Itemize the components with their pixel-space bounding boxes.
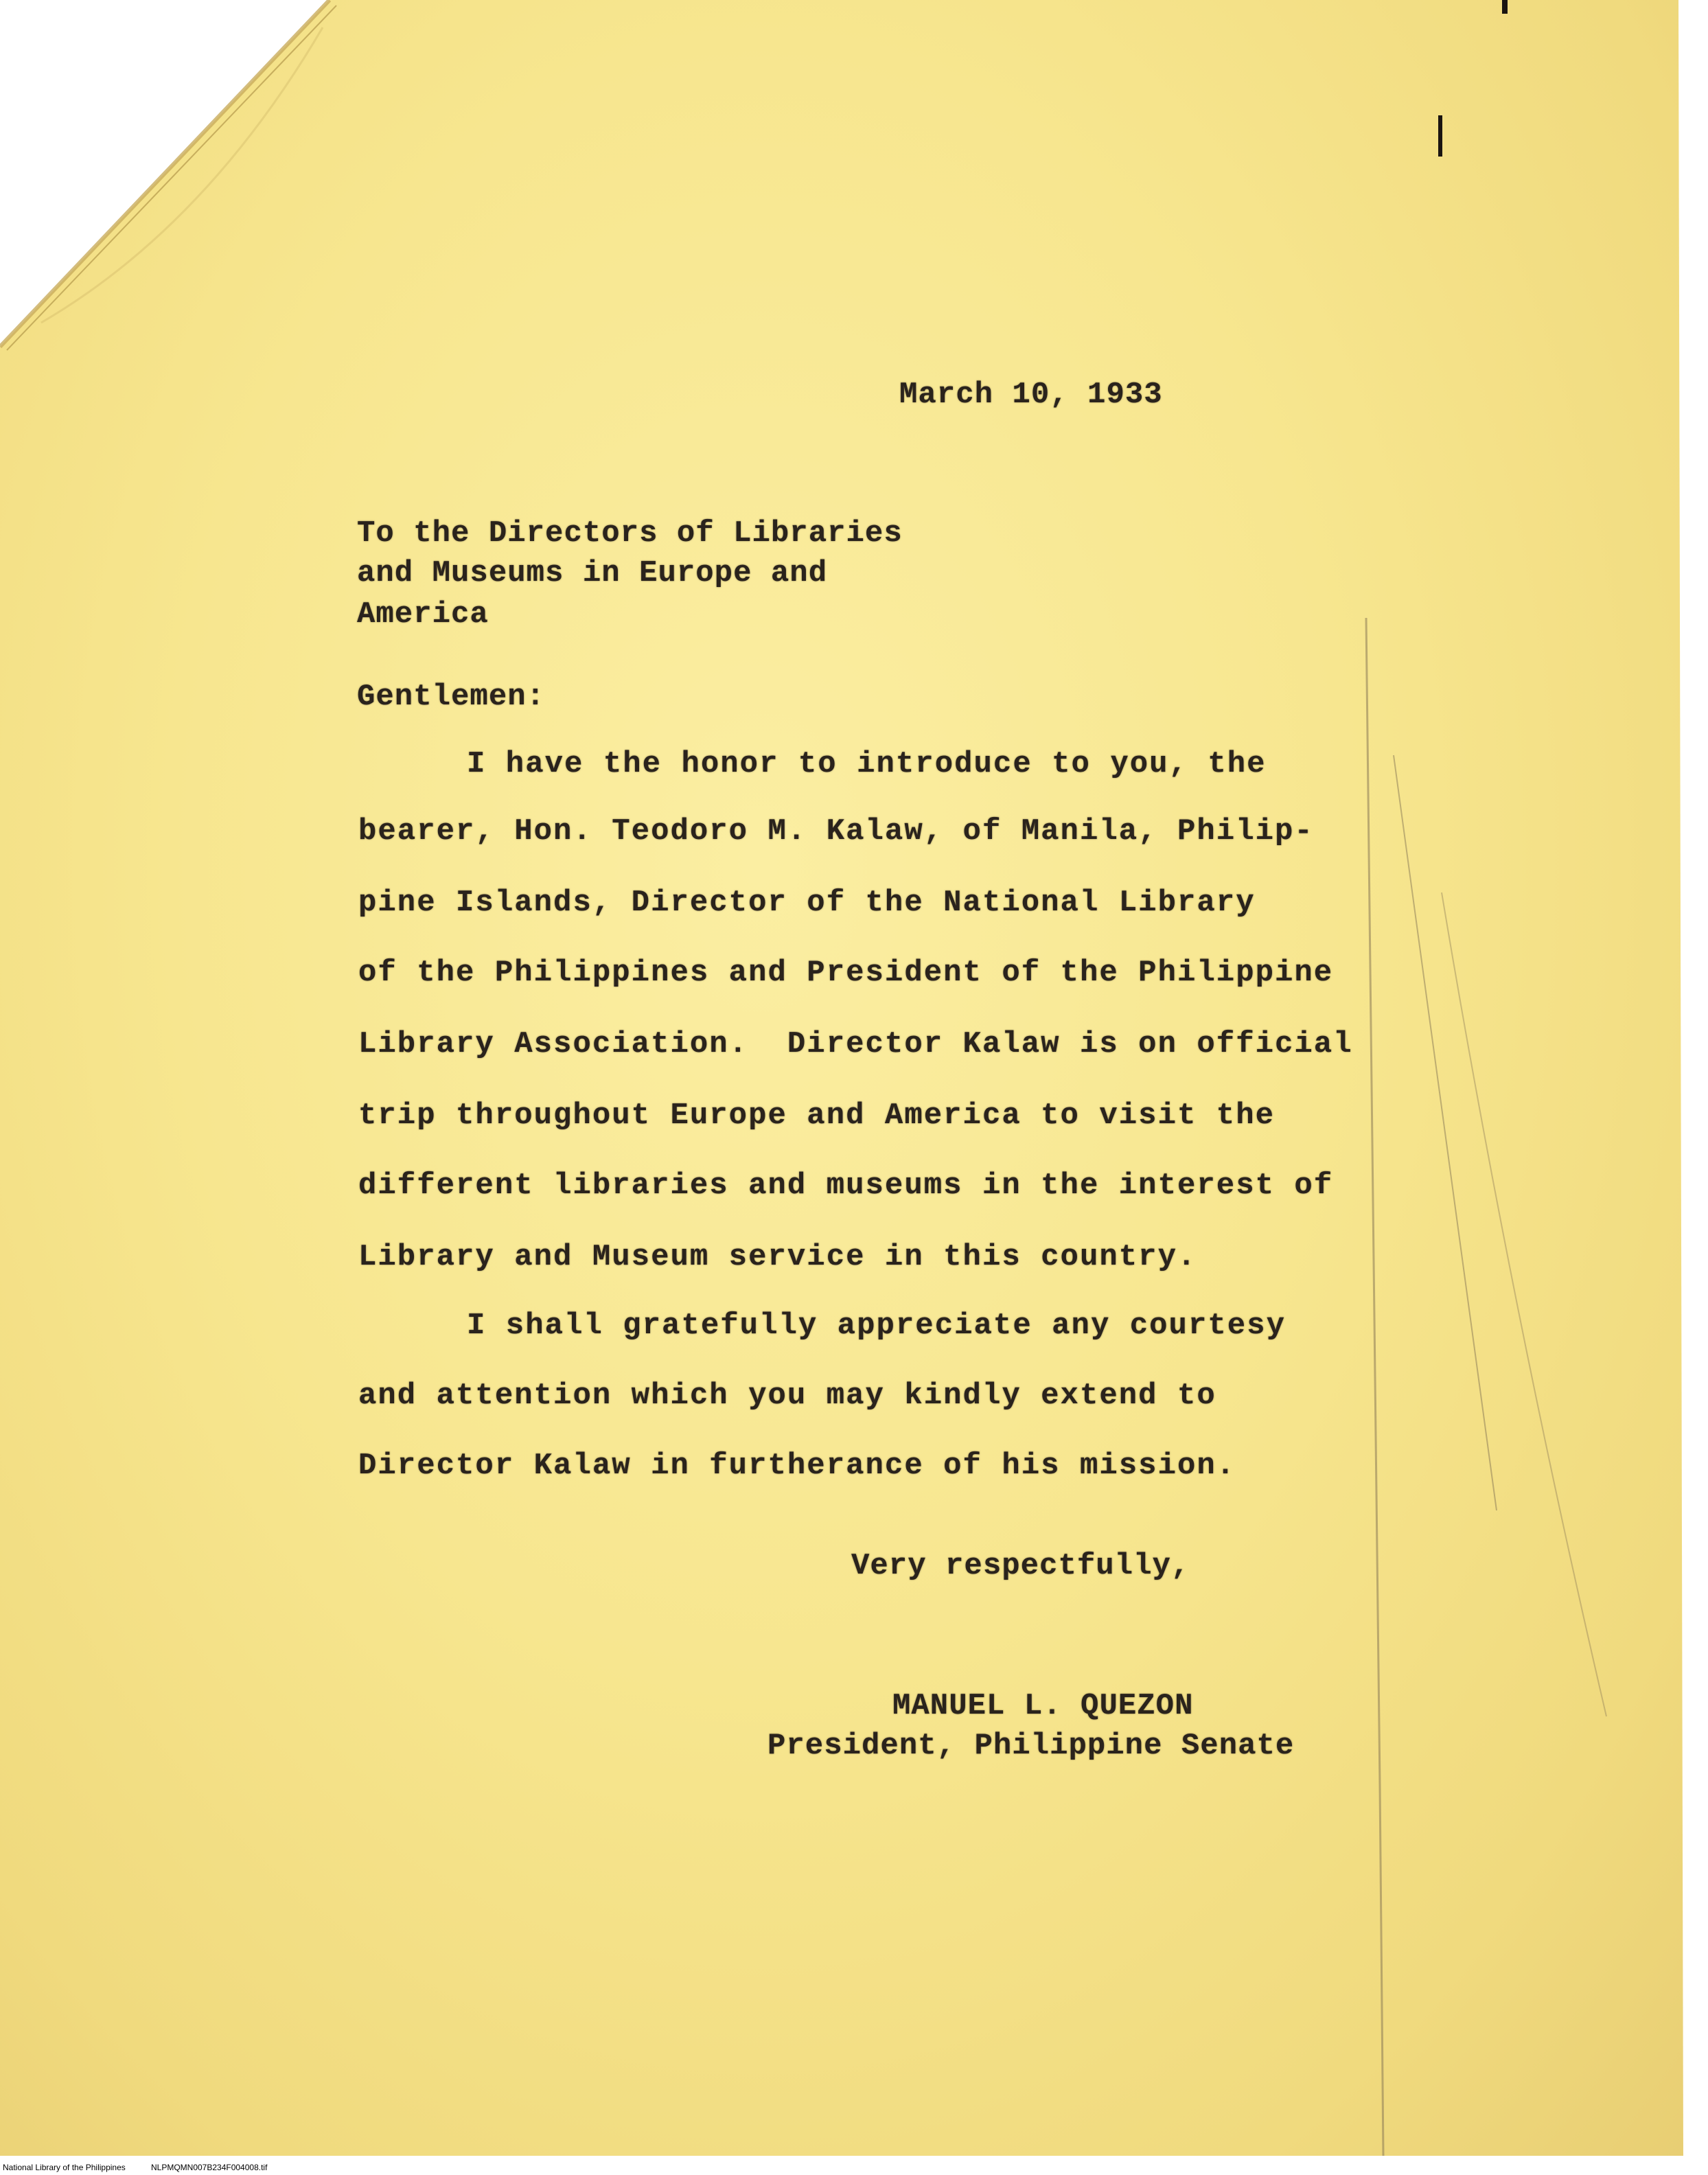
signer-title: President, Philippine Senate <box>768 1729 1295 1763</box>
body-line: different libraries and museums in the interest of <box>358 1169 1334 1203</box>
letter-date: March 10, 1933 <box>899 378 1163 412</box>
body-line: pine Islands, Director of the National Library <box>358 886 1256 920</box>
addressee-line: and Museums in Europe and <box>357 556 828 590</box>
body-line: Library Association. Director Kalaw is on official <box>358 1027 1353 1061</box>
salutation: Gentlemen: <box>357 680 546 714</box>
body-line: Director Kalaw in furtherance of his mission. <box>358 1449 1236 1483</box>
closing: Very respectfully, <box>851 1549 1190 1583</box>
body-line: I have the honor to introduce to you, the <box>467 747 1267 781</box>
body-line: trip throughout Europe and America to visit the <box>358 1098 1276 1133</box>
archive-caption: National Library of the Philippines <box>3 2163 126 2172</box>
addressee-line: America <box>357 597 489 632</box>
body-line: I shall gratefully appreciate any courtesy <box>467 1309 1286 1343</box>
body-line: of the Philippines and President of the Philippine <box>358 956 1334 990</box>
signer-name: MANUEL L. QUEZON <box>892 1689 1194 1723</box>
body-line: bearer, Hon. Teodoro M. Kalaw, of Manila, Philip- <box>358 814 1314 849</box>
ink-tick-mark <box>1502 0 1508 14</box>
archive-file-id: NLPMQMN007B234F004008.tif <box>151 2163 268 2172</box>
addressee-line: To the Directors of Libraries <box>357 516 903 551</box>
body-line: Library and Museum service in this country. <box>358 1240 1197 1274</box>
body-line: and attention which you may kindly extend to <box>358 1379 1216 1413</box>
ink-tick-mark <box>1438 115 1442 157</box>
